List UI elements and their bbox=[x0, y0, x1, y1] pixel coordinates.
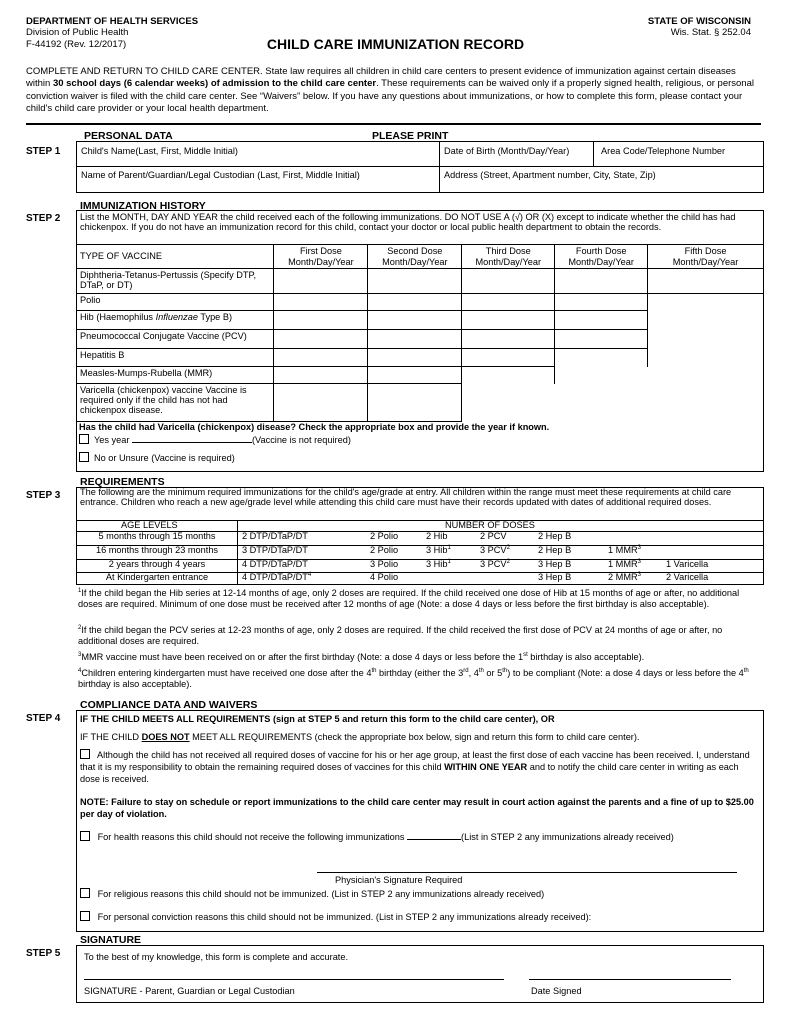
chickenpox-question: Has the child had Varicella (chickenpox) disease? Check the appropriate box and provide the year if known. bbox=[79, 422, 550, 432]
vaccine-mmr: Measles-Mumps-Rubella (MMR) bbox=[77, 367, 274, 384]
yes-checkbox[interactable] bbox=[79, 434, 89, 444]
table-row bbox=[77, 367, 764, 384]
dose-input[interactable] bbox=[648, 294, 764, 311]
dose-input[interactable] bbox=[274, 384, 368, 422]
col-type-of-vaccine: TYPE OF VACCINE bbox=[77, 245, 274, 269]
dose-input[interactable] bbox=[274, 349, 368, 367]
table-row bbox=[77, 269, 764, 294]
required-doses-mmr: 2 MMR$^3$ bbox=[608, 572, 641, 583]
signature-title: SIGNATURE bbox=[80, 934, 142, 946]
dose-input[interactable] bbox=[368, 294, 462, 311]
col-number-of-doses: NUMBER OF DOSES bbox=[445, 520, 535, 530]
age-level: At Kindergarten entrance bbox=[105, 572, 209, 582]
table-row bbox=[77, 294, 764, 311]
col-dose-2: Second Dose Month/Day/Year bbox=[368, 245, 462, 269]
step-4-label: STEP 4 bbox=[26, 713, 61, 724]
dose-input[interactable] bbox=[274, 269, 368, 294]
required-doses-hepb: 2 Hep B bbox=[538, 531, 572, 541]
signature-box bbox=[76, 945, 764, 1003]
parent-name-field[interactable]: Name of Parent/Guardian/Legal Custodian (Last, First, Middle Initial) bbox=[81, 170, 360, 180]
religious-waiver-checkbox[interactable] bbox=[80, 888, 90, 898]
required-doses-polio: 2 Polio bbox=[370, 531, 399, 541]
signature-label: SIGNATURE - Parent, Guardian or Legal Custodian bbox=[84, 986, 295, 996]
option-partial-doses: Although the child has not received all required doses of vaccine for his or her age group, at least the first dose of each vaccine has been received. I, understand that it is my responsibility to obtain the remaining required doses of vaccines for this child WITHIN ONE YEAR and to notify the child care center in writing as each dose is received. bbox=[80, 750, 750, 784]
required-doses-hepb: 3 Hep B bbox=[538, 559, 572, 569]
footnote-1: $^1$If the child began the Hib series at 12-14 months of age, only 2 doses are required. If the child received one dose of Hib at 15 months of age or after, no additional doses are required. Minimum of one dose must be received after 12 months of age (Note: a dose 4 days or less before the first birthday is also acceptable). bbox=[78, 588, 740, 610]
address-field[interactable]: Address (Street, Apartment number, City, State, Zip) bbox=[444, 170, 656, 180]
division-name: Division of Public Health bbox=[26, 27, 129, 39]
required-doses-dtp: 4 DTP/DTaP/DT bbox=[242, 559, 308, 569]
required-doses-dtp: 2 DTP/DTaP/DT bbox=[242, 531, 308, 541]
col-age-levels: AGE LEVELS bbox=[121, 520, 178, 530]
intro-text: COMPLETE AND RETURN TO CHILD CARE CENTER. State law requires all children in child care centers to present evidence of immunization against certain diseases within 30 school days (6 calendar weeks) of admission to the child care center. These requirements can be waived only if a properly signed health, religious, or personal conviction waiver is filed with the child care center. See “Waivers” below. If you have any questions about immunizations, or how to complete this form, please contact your child's child care provider or your local health department. bbox=[26, 66, 754, 115]
table-row bbox=[77, 330, 764, 349]
compliance-box bbox=[76, 710, 764, 932]
step-2-label: STEP 2 bbox=[26, 213, 61, 224]
dob-field[interactable]: Date of Birth (Month/Day/Year) bbox=[444, 146, 570, 156]
required-doses-hib: 3 Hib$^1$ bbox=[426, 545, 451, 556]
required-doses-hib: 3 Hib$^1$ bbox=[426, 559, 451, 570]
dose-input[interactable] bbox=[462, 349, 555, 367]
table-row bbox=[77, 349, 764, 367]
required-doses-hib: 2 Hib bbox=[426, 531, 448, 541]
dose-input[interactable] bbox=[368, 330, 462, 349]
required-doses-var: 1 Varicella bbox=[666, 559, 709, 569]
step-1-label: STEP 1 bbox=[26, 146, 61, 157]
dose-input[interactable] bbox=[555, 349, 648, 367]
dose-input[interactable] bbox=[274, 311, 368, 330]
physician-signature-line[interactable] bbox=[317, 872, 737, 873]
dose-input[interactable] bbox=[648, 269, 764, 294]
age-level: 5 months through 15 months bbox=[98, 531, 216, 541]
dose-input[interactable] bbox=[555, 294, 648, 311]
date-signed-label: Date Signed bbox=[531, 986, 582, 996]
phone-field[interactable]: Area Code/Telephone Number bbox=[601, 146, 726, 156]
dose-input[interactable] bbox=[274, 367, 368, 384]
step-3-label: STEP 3 bbox=[26, 490, 61, 501]
compliance-title: COMPLIANCE DATA AND WAIVERS bbox=[80, 699, 258, 711]
dose-input[interactable] bbox=[555, 311, 648, 330]
col-dose-5: Fifth Dose Month/Day/Year bbox=[648, 245, 764, 269]
immunization-instructions: List the MONTH, DAY AND YEAR the child received each of the following immunizations. DO NOT USE A (√) OR (X) except to indicate whether the child has had chickenpox. If you do not have an immunization record for this child, contact your doctor or local public health department to obtain the records. bbox=[80, 212, 736, 233]
vaccine-hepb: Hepatitis B bbox=[77, 349, 274, 367]
footnote-2: $^2$If the child began the PCV series at 12-23 months of age, only 2 doses are required. If the child received the first dose of PCV at 24 months of age or after, no additional doses are required. bbox=[78, 625, 723, 647]
personal-data-box bbox=[76, 141, 764, 193]
option-health: For health reasons this child should not receive the following immunizations (List in STEP 2 any immunizations already received) bbox=[80, 831, 760, 844]
dose-input[interactable] bbox=[368, 269, 462, 294]
required-doses-mmr: 1 MMR$^3$ bbox=[608, 545, 641, 556]
step-5-label: STEP 5 bbox=[26, 948, 61, 959]
dose-input[interactable] bbox=[462, 367, 555, 384]
col-dose-3: Third Dose Month/Day/Year bbox=[462, 245, 555, 269]
requirements-title: REQUIREMENTS bbox=[80, 476, 165, 488]
age-level: 16 months through 23 months bbox=[95, 545, 219, 555]
dose-input[interactable] bbox=[462, 269, 555, 294]
required-doses-pcv: 2 PCV bbox=[480, 531, 507, 541]
required-doses-hepb: 2 Hep B bbox=[538, 545, 572, 555]
dose-input[interactable] bbox=[462, 311, 555, 330]
parent-signature-line[interactable] bbox=[84, 979, 504, 980]
dose-input[interactable] bbox=[368, 349, 462, 367]
table-row bbox=[77, 384, 764, 422]
option-religious: For religious reasons this child should not be immunized. (List in STEP 2 any immunizations already received) bbox=[80, 888, 544, 900]
partial-doses-checkbox[interactable] bbox=[80, 749, 90, 759]
footnote-3: $^3$MMR vaccine must have been received on or after the first birthday (Note: a dose 4 days or less before the 1st birthday is also acceptable). bbox=[78, 652, 645, 663]
accuracy-statement: To the best of my knowledge, this form is complete and accurate. bbox=[84, 952, 349, 962]
vaccine-polio: Polio bbox=[77, 294, 274, 311]
chickenpox-no-row: No or Unsure (Vaccine is required) bbox=[79, 452, 235, 464]
vaccine-dtp: Diphtheria-Tetanus-Pertussis (Specify DTP, DTaP, or DT) bbox=[77, 269, 274, 294]
dose-input[interactable] bbox=[462, 294, 555, 311]
dose-input[interactable] bbox=[368, 311, 462, 330]
divider bbox=[26, 123, 761, 125]
vaccine-hib: Hib (Haemophilus Influenzae Type B) bbox=[77, 311, 274, 330]
personal-waiver-checkbox[interactable] bbox=[80, 911, 90, 921]
chickenpox-yes-row: Yes year (Vaccine is not required) bbox=[79, 434, 351, 446]
required-doses-polio: 4 Polio bbox=[370, 572, 399, 582]
requirements-table bbox=[76, 520, 764, 585]
col-dose-4: Fourth Dose Month/Day/Year bbox=[555, 245, 648, 269]
dose-input[interactable] bbox=[555, 269, 648, 294]
immunization-history-title: IMMUNIZATION HISTORY bbox=[80, 200, 206, 212]
dose-input[interactable] bbox=[555, 330, 648, 349]
no-checkbox[interactable] bbox=[79, 452, 89, 462]
col-dose-1: First Dose Month/Day/Year bbox=[274, 245, 368, 269]
meets-requirements-line: IF THE CHILD MEETS ALL REQUIREMENTS (sign at STEP 5 and return this form to the child care center), OR bbox=[80, 714, 555, 724]
personal-data-title: PERSONAL DATA bbox=[84, 130, 173, 142]
form-title: CHILD CARE IMMUNIZATION RECORD bbox=[266, 36, 525, 52]
physician-signature-label: Physician's Signature Required bbox=[335, 875, 463, 885]
child-name-field[interactable]: Child's Name(Last, First, Middle Initial) bbox=[81, 146, 238, 156]
statute: Wis. Stat. § 252.04 bbox=[670, 27, 751, 39]
immunization-table bbox=[76, 244, 764, 422]
vaccine-pcv: Pneumococcal Conjugate Vaccine (PCV) bbox=[77, 330, 274, 349]
does-not-meet-line: IF THE CHILD DOES NOT MEET ALL REQUIREMENTS (check the appropriate box below, sign and return this form to child care center). bbox=[80, 732, 640, 742]
court-action-note: NOTE: Failure to stay on schedule or report immunizations to the child care center may result in court action against the parents and a fine of up to $25.00 per day of violation. bbox=[80, 797, 754, 819]
required-doses-polio: 2 Polio bbox=[370, 545, 399, 555]
footnote-4: $^4$Children entering kindergarten must have received one dose after the 4th birthday (either the 3rd, 4th or 5th) to be compliant (Note: a dose 4 days or less before the 4th birthday is also acceptable). bbox=[78, 668, 749, 690]
requirements-intro: The following are the minimum required immunizations for the child's age/grade at entry. All children within the range must meet these requirements at child care entrance. Children who reach a new age/grade level while attending this child care must have their records updated with dates of additional required doses. bbox=[80, 487, 732, 507]
required-doses-pcv: 3 PCV$^2$ bbox=[480, 545, 510, 556]
dose-input[interactable] bbox=[368, 367, 462, 384]
form-number: F-44192 (Rev. 12/2017) bbox=[26, 38, 127, 50]
required-doses-hepb: 3 Hep B bbox=[538, 572, 572, 582]
please-print: PLEASE PRINT bbox=[372, 130, 449, 142]
required-doses-mmr: 1 MMR$^3$ bbox=[608, 559, 641, 570]
state-name: STATE OF WISCONSIN bbox=[647, 16, 751, 27]
dept-name: DEPARTMENT OF HEALTH SERVICES bbox=[26, 16, 199, 27]
dose-input[interactable] bbox=[462, 330, 555, 349]
age-level: 2 years through 4 years bbox=[108, 559, 206, 569]
required-doses-dtp: 4 DTP/$DTaP/DT^4$ bbox=[242, 572, 312, 583]
date-signed-line[interactable] bbox=[529, 979, 731, 980]
requirements-intro-box bbox=[76, 487, 764, 521]
dose-input[interactable] bbox=[368, 384, 462, 422]
dose-input[interactable] bbox=[274, 330, 368, 349]
option-personal: For personal conviction reasons this child should not be immunized. (List in STEP 2 any immunizations already received): bbox=[80, 911, 591, 923]
required-doses-pcv: 3 PCV$^2$ bbox=[480, 559, 510, 570]
health-waiver-checkbox[interactable] bbox=[80, 831, 90, 841]
table-row bbox=[77, 311, 764, 330]
required-doses-var: 2 Varicella bbox=[666, 572, 709, 582]
required-doses-polio: 3 Polio bbox=[370, 559, 399, 569]
dose-input[interactable] bbox=[274, 294, 368, 311]
vaccine-varicella: Varicella (chickenpox) vaccine Vaccine is required only if the child has not had chickenpox disease. bbox=[77, 384, 274, 422]
required-doses-dtp: 3 DTP/DTaP/DT bbox=[242, 545, 308, 555]
